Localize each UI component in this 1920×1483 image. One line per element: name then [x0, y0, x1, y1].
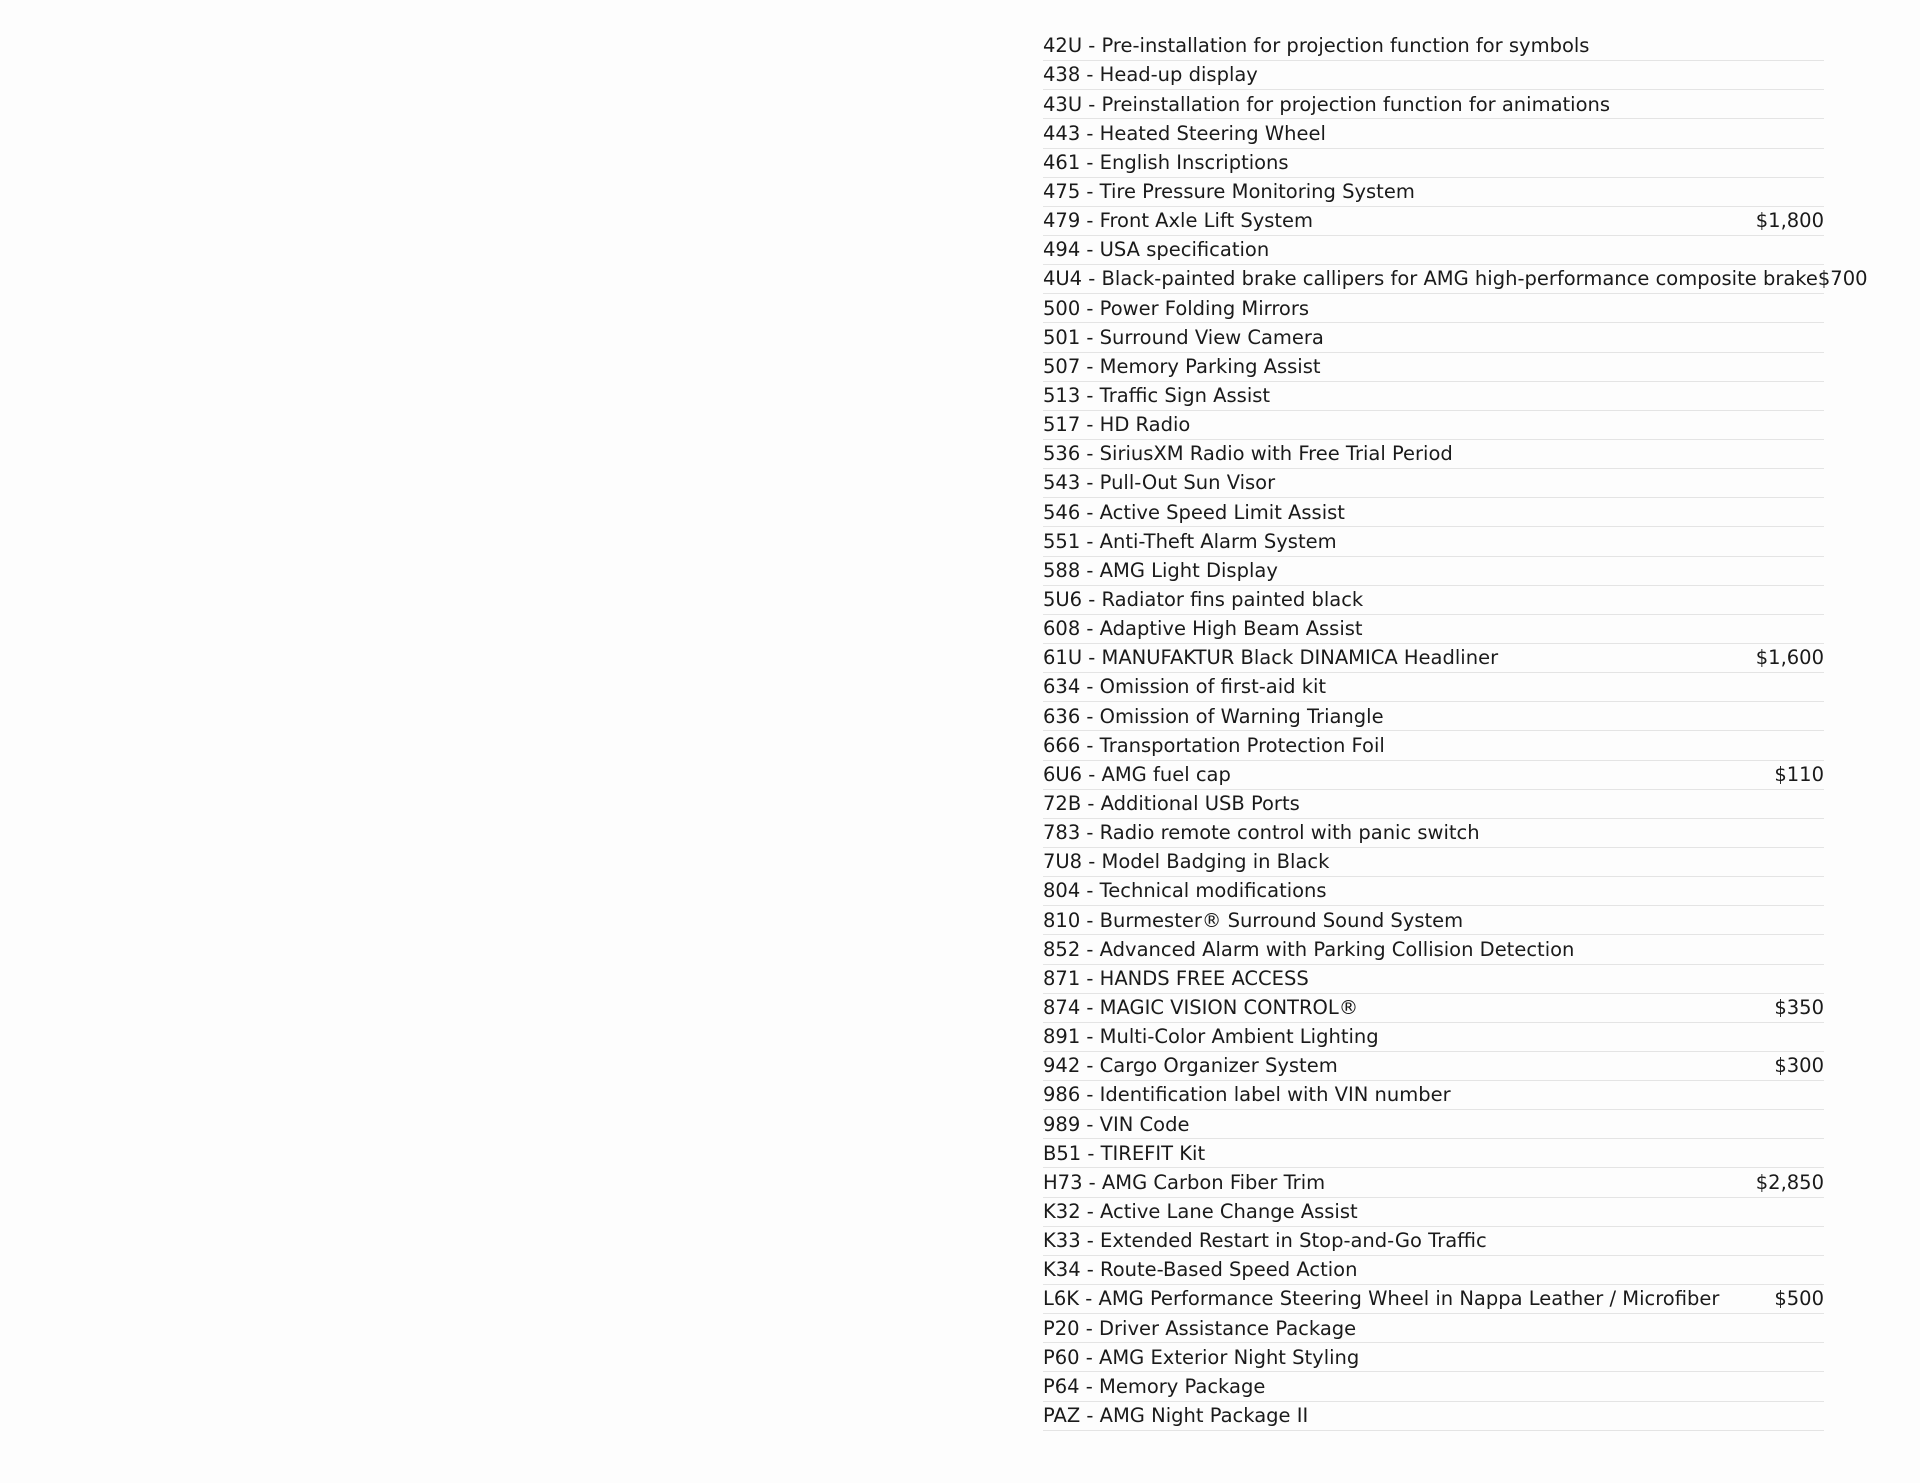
option-row	[1043, 236, 1824, 265]
option-row	[1043, 32, 1824, 61]
option-price: $350	[1774, 995, 1824, 1019]
option-name: 989 - VIN Code	[1043, 1112, 1190, 1136]
option-name: 551 - Anti-Theft Alarm System	[1043, 529, 1337, 553]
option-name: L6K - AMG Performance Steering Wheel in Nappa Leather / Microfiber	[1043, 1287, 1720, 1311]
option-row	[1043, 702, 1824, 731]
option-name: 494 - USA specification	[1043, 238, 1270, 262]
option-row	[1043, 411, 1824, 440]
option-row	[1043, 323, 1824, 352]
option-name: 501 - Surround View Camera	[1043, 325, 1324, 349]
option-row	[1043, 1081, 1824, 1110]
option-price: $1,600	[1755, 646, 1824, 670]
option-row	[1043, 877, 1824, 906]
option-row	[1043, 353, 1824, 382]
option-row	[1043, 819, 1824, 848]
option-row	[1043, 1052, 1824, 1081]
option-name: 475 - Tire Pressure Monitoring System	[1043, 180, 1415, 204]
option-row	[1043, 761, 1824, 790]
option-name: 517 - HD Radio	[1043, 413, 1191, 437]
option-name: 546 - Active Speed Limit Assist	[1043, 500, 1345, 524]
option-name: P20 - Driver Assistance Package	[1043, 1316, 1357, 1340]
option-name: 513 - Traffic Sign Assist	[1043, 384, 1271, 407]
option-price: $1,800	[1755, 209, 1824, 233]
option-row	[1043, 1256, 1824, 1285]
option-row	[1043, 1139, 1824, 1168]
option-name: 543 - Pull-Out Sun Visor	[1043, 471, 1276, 495]
option-row	[1043, 935, 1824, 964]
option-row	[1043, 1110, 1824, 1139]
option-name: PAZ - AMG Night Package II	[1043, 1403, 1309, 1427]
option-row	[1043, 790, 1824, 819]
option-name: H73 - AMG Carbon Fiber Trim	[1043, 1170, 1326, 1194]
option-row	[1043, 1023, 1824, 1052]
option-row	[1043, 557, 1824, 586]
option-name: 42U - Pre-installation for projection function for symbols	[1043, 34, 1590, 58]
option-name: 891 - Multi-Color Ambient Lighting	[1043, 1025, 1379, 1049]
option-name: 7U8 - Model Badging in Black	[1043, 850, 1330, 874]
option-name: 986 - Identification label with VIN number	[1043, 1083, 1451, 1107]
option-name: 666 - Transportation Protection Foil	[1043, 733, 1385, 757]
option-name: 43U - Preinstallation for projection function for animations	[1043, 92, 1611, 116]
option-row	[1043, 848, 1824, 877]
option-row	[1043, 498, 1824, 527]
option-name: 72B - Additional USB Ports	[1043, 791, 1300, 815]
option-row	[1043, 1227, 1824, 1256]
option-name: 500 - Power Folding Mirrors	[1043, 296, 1310, 320]
option-name: 4U4 - Black-painted brake callipers for AMG high-performance composite brake	[1043, 267, 1818, 291]
option-name: 852 - Advanced Alarm with Parking Collision Detection	[1043, 937, 1575, 961]
option-row	[1043, 207, 1824, 236]
option-row	[1043, 1314, 1824, 1343]
option-name: 804 - Technical modifications	[1043, 879, 1327, 903]
option-name: P60 - AMG Exterior Night Styling	[1043, 1345, 1360, 1369]
option-row	[1043, 90, 1824, 119]
option-name: P64 - Memory Package	[1043, 1374, 1266, 1398]
option-row	[1043, 615, 1824, 644]
option-row	[1043, 440, 1824, 469]
option-name: 479 - Front Axle Lift System	[1043, 209, 1314, 233]
option-row	[1043, 1372, 1824, 1401]
option-name: K33 - Extended Restart in Stop-and-Go Traffic	[1043, 1229, 1487, 1253]
option-name: 507 - Memory Parking Assist	[1043, 354, 1321, 378]
option-row	[1043, 294, 1824, 323]
option-name: 636 - Omission of Warning Triangle	[1043, 704, 1384, 728]
option-price: $700	[1817, 267, 1868, 291]
option-row	[1043, 965, 1824, 994]
option-name: 5U6 - Radiator fins painted black	[1043, 587, 1364, 611]
option-row	[1043, 149, 1824, 178]
option-row	[1043, 644, 1824, 673]
option-name: 942 - Cargo Organizer System	[1043, 1054, 1338, 1078]
option-name: 783 - Radio remote control with panic switch	[1043, 821, 1480, 845]
options-list	[1043, 32, 1868, 1431]
option-row	[1043, 527, 1824, 556]
option-name: 438 - Head-up display	[1043, 63, 1258, 87]
option-name: 634 - Omission of first-aid kit	[1043, 675, 1327, 699]
option-name: 6U6 - AMG fuel cap	[1043, 762, 1231, 786]
option-row	[1043, 673, 1824, 702]
option-row	[1043, 1285, 1824, 1314]
option-name: 871 - HANDS FREE ACCESS	[1043, 966, 1309, 990]
option-row	[1043, 61, 1824, 90]
option-price: $2,850	[1755, 1170, 1824, 1194]
option-name: K32 - Active Lane Change Assist	[1043, 1199, 1358, 1223]
option-name: 588 - AMG Light Display	[1043, 558, 1278, 582]
option-name: 810 - Burmester® Surround Sound System	[1043, 908, 1464, 932]
option-row	[1043, 586, 1824, 615]
option-row	[1043, 1402, 1824, 1431]
option-name: B51 - TIREFIT Kit	[1043, 1141, 1206, 1165]
option-row	[1043, 731, 1824, 760]
option-name: 874 - MAGIC VISION CONTROL®	[1043, 995, 1359, 1019]
option-row	[1043, 906, 1824, 935]
option-row	[1043, 265, 1868, 294]
option-row	[1043, 994, 1824, 1023]
option-name: 608 - Adaptive High Beam Assist	[1043, 617, 1363, 641]
option-row	[1043, 119, 1824, 148]
option-price: $110	[1774, 762, 1824, 786]
option-row	[1043, 1198, 1824, 1227]
option-name: 461 - English Inscriptions	[1043, 150, 1289, 174]
option-row	[1043, 178, 1824, 207]
option-price: $500	[1774, 1287, 1824, 1311]
option-row	[1043, 1343, 1824, 1372]
option-name: 536 - SiriusXM Radio with Free Trial Period	[1043, 442, 1453, 466]
option-row	[1043, 1168, 1824, 1197]
option-name: 61U - MANUFAKTUR Black DINAMICA Headliner	[1043, 646, 1499, 670]
option-name: 443 - Heated Steering Wheel	[1043, 121, 1326, 145]
option-name: K34 - Route-Based Speed Action	[1043, 1258, 1358, 1282]
option-row	[1043, 469, 1824, 498]
option-price: $300	[1774, 1054, 1824, 1078]
option-row	[1043, 382, 1824, 411]
